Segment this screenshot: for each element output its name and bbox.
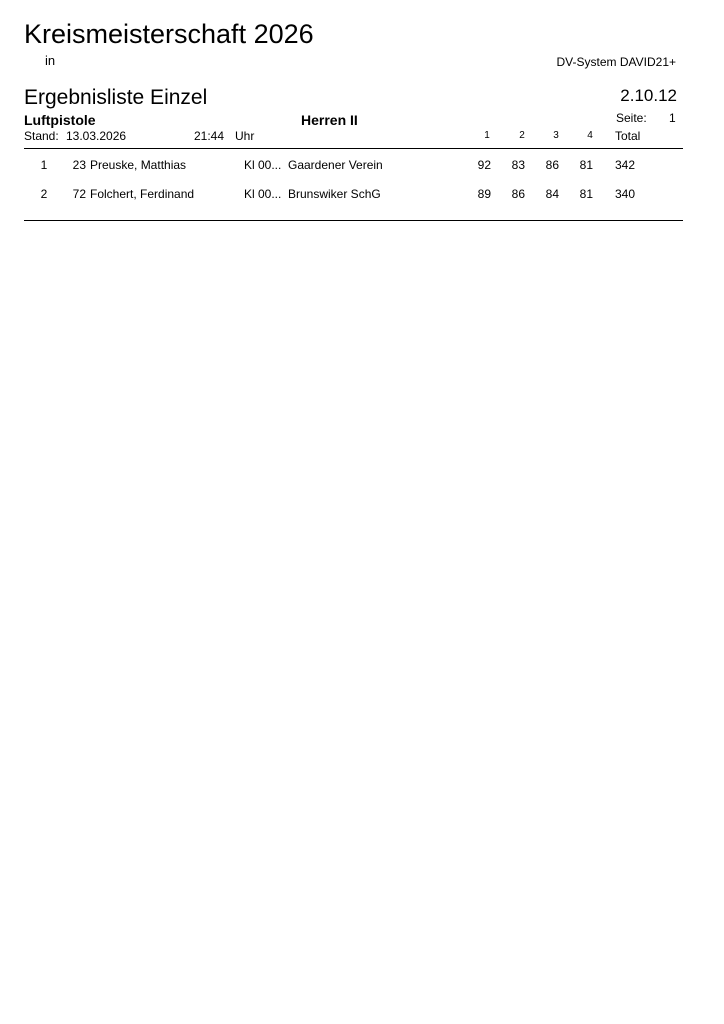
stand-label: Stand: xyxy=(24,129,59,143)
series-2-cell: 83 xyxy=(511,158,525,172)
start-number-cell: 23 xyxy=(72,158,86,172)
club-cell: Brunswiker SchG xyxy=(288,187,381,201)
table-row xyxy=(0,158,724,178)
shooter-name-cell: Folchert, Ferdinand xyxy=(90,187,195,201)
series-4-cell: 81 xyxy=(579,187,593,201)
stand-time-unit: Uhr xyxy=(235,129,255,143)
series-1-cell: 89 xyxy=(477,187,491,201)
header-divider xyxy=(24,148,683,149)
system-name: DV-System DAVID21+ xyxy=(556,55,676,69)
class-cell: Kl 00... xyxy=(244,158,282,172)
class-label: Herren II xyxy=(301,112,358,128)
table-bottom-divider xyxy=(24,220,683,221)
column-header-series-4: 4 xyxy=(587,130,593,141)
rank-cell: 1 xyxy=(40,158,48,172)
page-title: Kreismeisterschaft 2026 xyxy=(24,19,314,49)
club-cell: Gaardener Verein xyxy=(288,158,383,172)
discipline-label: Luftpistole xyxy=(24,112,96,128)
stand-time: 21:44 xyxy=(194,129,225,143)
series-3-cell: 86 xyxy=(545,158,559,172)
page-number: 1 xyxy=(669,111,676,125)
table-row xyxy=(0,187,724,207)
location-label: in xyxy=(45,53,56,68)
column-header-series-3: 3 xyxy=(553,130,559,141)
column-header-series-2: 2 xyxy=(519,130,525,141)
page-label: Seite: xyxy=(616,111,647,125)
series-3-cell: 84 xyxy=(545,187,559,201)
total-cell: 342 xyxy=(615,158,636,172)
version-number: 2.10.12 xyxy=(620,86,677,105)
start-number-cell: 72 xyxy=(72,187,86,201)
stand-date: 13.03.2026 xyxy=(66,129,127,143)
column-header-series-1: 1 xyxy=(484,130,490,141)
shooter-name-cell: Preuske, Matthias xyxy=(90,158,187,172)
series-2-cell: 86 xyxy=(511,187,525,201)
list-title: Ergebnisliste Einzel xyxy=(24,86,208,109)
rank-cell: 2 xyxy=(40,187,48,201)
class-cell: Kl 00... xyxy=(244,187,282,201)
series-4-cell: 81 xyxy=(579,158,593,172)
total-cell: 340 xyxy=(615,187,636,201)
column-header-total: Total xyxy=(615,129,641,143)
series-1-cell: 92 xyxy=(477,158,491,172)
